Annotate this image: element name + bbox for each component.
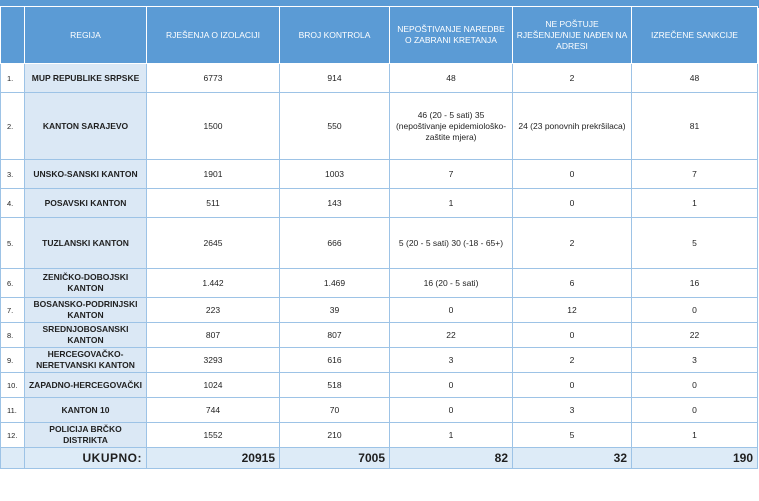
row-curfew: 0 — [390, 373, 513, 398]
row-not-found: 12 — [513, 298, 632, 323]
row-region: SREDNJOBOSANSKI KANTON — [25, 323, 147, 348]
row-curfew: 22 — [390, 323, 513, 348]
row-region: HERCEGOVAČKO-NERETVANSKI KANTON — [25, 348, 147, 373]
total-label: UKUPNO: — [25, 448, 147, 469]
row-controls: 143 — [280, 189, 390, 218]
row-not-found: 5 — [513, 423, 632, 448]
row-sanctions: 1 — [632, 423, 758, 448]
row-sanctions: 1 — [632, 189, 758, 218]
row-isolation: 2645 — [147, 218, 280, 269]
total-controls: 7005 — [280, 448, 390, 469]
row-region: ZENIČKO-DOBOJSKI KANTON — [25, 269, 147, 298]
row-controls: 1003 — [280, 160, 390, 189]
header-num — [1, 7, 25, 64]
header-row — [1, 7, 758, 64]
row-controls: 807 — [280, 323, 390, 348]
row-sanctions: 0 — [632, 398, 758, 423]
table-row — [1, 423, 758, 448]
row-not-found: 2 — [513, 348, 632, 373]
row-curfew: 1 — [390, 423, 513, 448]
total-not-found: 32 — [513, 448, 632, 469]
row-isolation: 511 — [147, 189, 280, 218]
row-not-found: 2 — [513, 64, 632, 93]
row-isolation: 807 — [147, 323, 280, 348]
row-number: 12. — [1, 423, 25, 448]
table-row — [1, 218, 758, 269]
row-not-found: 6 — [513, 269, 632, 298]
row-isolation: 1552 — [147, 423, 280, 448]
row-sanctions: 81 — [632, 93, 758, 160]
header-curfew: NEPOŠTIVANJE NAREDBE O ZABRANI KRETANJA — [390, 7, 513, 64]
row-sanctions: 0 — [632, 373, 758, 398]
row-controls: 210 — [280, 423, 390, 448]
row-number: 9. — [1, 348, 25, 373]
row-controls: 39 — [280, 298, 390, 323]
row-not-found: 3 — [513, 398, 632, 423]
row-number: 1. — [1, 64, 25, 93]
total-curfew: 82 — [390, 448, 513, 469]
row-curfew: 0 — [390, 298, 513, 323]
total-isolation: 20915 — [147, 448, 280, 469]
row-not-found: 0 — [513, 189, 632, 218]
row-region: MUP REPUBLIKE SRPSKE — [25, 64, 147, 93]
row-isolation: 1024 — [147, 373, 280, 398]
row-region: KANTON 10 — [25, 398, 147, 423]
row-controls: 70 — [280, 398, 390, 423]
row-controls: 616 — [280, 348, 390, 373]
row-region: KANTON SARAJEVO — [25, 93, 147, 160]
row-controls: 914 — [280, 64, 390, 93]
row-isolation: 1.442 — [147, 269, 280, 298]
table-row — [1, 160, 758, 189]
row-number: 5. — [1, 218, 25, 269]
row-sanctions: 7 — [632, 160, 758, 189]
row-sanctions: 0 — [632, 298, 758, 323]
row-not-found: 0 — [513, 323, 632, 348]
total-row — [1, 448, 758, 469]
table-row — [1, 398, 758, 423]
row-region: POLICIJA BRČKO DISTRIKTA — [25, 423, 147, 448]
row-number: 3. — [1, 160, 25, 189]
row-curfew: 7 — [390, 160, 513, 189]
row-number: 6. — [1, 269, 25, 298]
row-not-found: 0 — [513, 160, 632, 189]
row-curfew: 5 (20 - 5 sati) 30 (-18 - 65+) — [390, 218, 513, 269]
table-row — [1, 93, 758, 160]
row-not-found: 0 — [513, 373, 632, 398]
table-row — [1, 269, 758, 298]
table-row — [1, 373, 758, 398]
row-region: POSAVSKI KANTON — [25, 189, 147, 218]
row-not-found: 2 — [513, 218, 632, 269]
row-curfew: 46 (20 - 5 sati) 35 (nepoštivanje epidemiološko-zaštite mjera) — [390, 93, 513, 160]
table-row — [1, 64, 758, 93]
sanctions-table — [0, 6, 758, 469]
header-region: REGIJA — [25, 7, 147, 64]
row-controls: 518 — [280, 373, 390, 398]
row-sanctions: 3 — [632, 348, 758, 373]
row-region: TUZLANSKI KANTON — [25, 218, 147, 269]
row-number: 8. — [1, 323, 25, 348]
row-region: ZAPADNO-HERCEGOVAČKI — [25, 373, 147, 398]
row-number: 7. — [1, 298, 25, 323]
row-isolation: 6773 — [147, 64, 280, 93]
row-sanctions: 5 — [632, 218, 758, 269]
header-isolation: RJEŠENJA O IZOLACIJI — [147, 7, 280, 64]
table-row — [1, 348, 758, 373]
row-number: 2. — [1, 93, 25, 160]
row-sanctions: 48 — [632, 64, 758, 93]
row-curfew: 3 — [390, 348, 513, 373]
row-region: UNSKO-SANSKI KANTON — [25, 160, 147, 189]
row-isolation: 1500 — [147, 93, 280, 160]
row-isolation: 744 — [147, 398, 280, 423]
total-blank-cell — [1, 448, 25, 469]
row-controls: 1.469 — [280, 269, 390, 298]
row-sanctions: 22 — [632, 323, 758, 348]
table-row — [1, 189, 758, 218]
row-sanctions: 16 — [632, 269, 758, 298]
total-sanctions: 190 — [632, 448, 758, 469]
row-not-found: 24 (23 ponovnih prekršilaca) — [513, 93, 632, 160]
table-row — [1, 298, 758, 323]
header-controls: BROJ KONTROLA — [280, 7, 390, 64]
row-isolation: 223 — [147, 298, 280, 323]
row-number: 11. — [1, 398, 25, 423]
row-curfew: 1 — [390, 189, 513, 218]
row-curfew: 16 (20 - 5 sati) — [390, 269, 513, 298]
header-not-found: NE POŠTUJE RJEŠENJE/NIJE NAĐEN NA ADRESI — [513, 7, 632, 64]
header-sanctions: IZREČENE SANKCIJE — [632, 7, 758, 64]
row-region: BOSANSKO-PODRINJSKI KANTON — [25, 298, 147, 323]
row-isolation: 1901 — [147, 160, 280, 189]
row-curfew: 0 — [390, 398, 513, 423]
row-number: 4. — [1, 189, 25, 218]
row-curfew: 48 — [390, 64, 513, 93]
row-isolation: 3293 — [147, 348, 280, 373]
table-body — [1, 64, 758, 448]
table-row — [1, 323, 758, 348]
row-controls: 550 — [280, 93, 390, 160]
row-controls: 666 — [280, 218, 390, 269]
row-number: 10. — [1, 373, 25, 398]
